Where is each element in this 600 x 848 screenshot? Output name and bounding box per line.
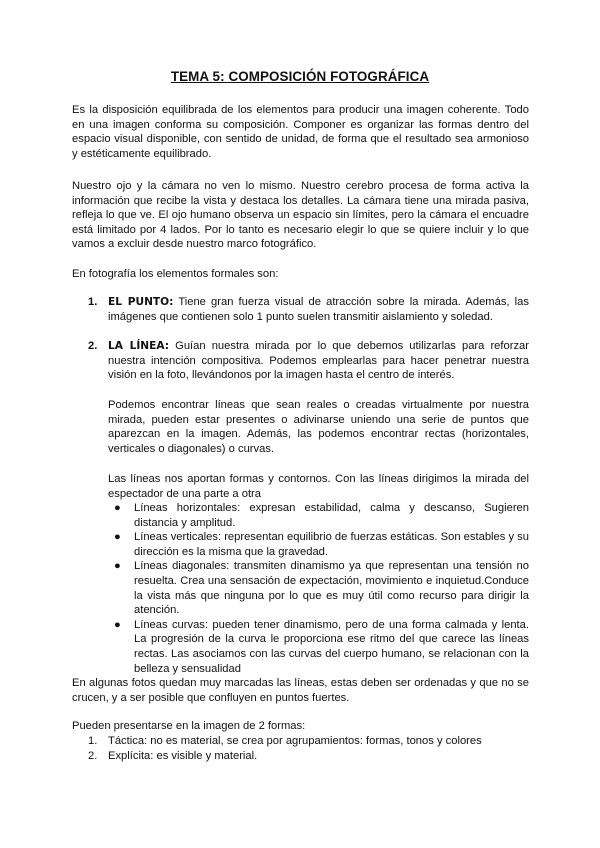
bullet-icon: ● — [114, 531, 121, 544]
list-item-punto — [88, 295, 529, 324]
list-item-text: Líneas horizontales: expresan estabilidad, calma y descanso, Sugieren distancia y amplitud. — [134, 502, 529, 529]
list-item-text — [108, 339, 529, 383]
list-item — [108, 559, 529, 617]
list-item-text: Táctica: no es material, se crea por agrupamientos: formas, tonos y colores — [108, 735, 482, 747]
list-number: 1. — [88, 735, 98, 747]
list-item — [88, 734, 529, 749]
term-description: Tiene gran fuerza visual de atracción sobre la mirada. Además, las imágenes que contienen solo 1 punto suelen transmitir aislamiento y soledad. — [108, 296, 529, 323]
list-item-text — [108, 295, 529, 324]
list-item-linea — [88, 339, 529, 383]
term-label: EL PUNTO: — [108, 296, 174, 308]
line-types-list — [108, 501, 529, 676]
list-item-text: Líneas diagonales: transmiten dinamismo ya que representan una tensión no resuelta. Crea una sensación de expectación, movimiento e inquietud.Conduce la vista más que ninguna por lo que es muy útil como recurso para dirigir la atención. — [134, 560, 529, 617]
linea-paragraph-1: Podemos encontrar líneas que sean reales o creadas virtualmente por nuestra mirada, pueden estar presentes o adivinarse uniendo una serie de puntos que aparezcan en la imagen. Además, las podemos encontrar rectas (horizontales, verticales o diagonales) o curvas. — [108, 399, 529, 455]
linea-paragraph-2: Las líneas nos aportan formas y contornos. Con las líneas dirigimos la mirada del espectador de una parte a otra — [108, 473, 529, 500]
term-label: LA LÍNEA: — [108, 340, 170, 352]
list-item — [108, 618, 529, 676]
forms-list — [88, 734, 529, 763]
list-item-text: Explícita: es visible y material. — [108, 749, 258, 762]
intro-paragraph-2: Nuestro ojo y la cámara no ven lo mismo. Nuestro cerebro procesa de forma activa la información que recibe la vista y destaca los detalles. La cámara tiene una mirada pasiva, refleja lo que ve. El ojo humano observa un espacio sin límites, pero la cámara el encuadre está limitado por 4 lados. Por lo tanto es necesario elegir lo que se quiere incluir y lo que vamos a excluir desde nuestro marco fotográfico. — [72, 180, 529, 251]
page-title: TEMA 5: COMPOSICIÓN FOTOGRÁFICA — [170, 69, 430, 84]
list-item-text: Líneas verticales: representan equilibrio de fuerzas estáticas. Son estables y su dirección es la misma que la gravedad. — [134, 531, 529, 558]
intro-paragraph-3: En fotografía los elementos formales son: — [72, 268, 279, 280]
outro-paragraph-2: Pueden presentarse en la imagen de 2 formas: — [72, 720, 306, 732]
list-number: 2. — [88, 340, 98, 352]
list-item — [88, 749, 529, 764]
list-item-text: Líneas curvas: pueden tener dinamismo, pero de una forma calmada y lenta. La progresión de la curva le proporciona ese ritmo del que carece las líneas rectas. Las asociamos con las curvas del cuerpo humano, se relacionan con la belleza y sensualidad — [134, 618, 529, 675]
list-number: 1. — [88, 296, 98, 308]
bullet-icon: ● — [114, 502, 121, 514]
list-item — [108, 530, 529, 559]
outro-paragraph-1: En algunas fotos quedan muy marcadas las líneas, estas deben ser ordenadas y que no se crucen, y a ser posible que confluyen en puntos fuertes. — [72, 677, 529, 704]
list-item — [108, 501, 529, 530]
list-number: 2. — [88, 749, 98, 762]
bullet-icon: ● — [114, 560, 121, 573]
intro-paragraph-1: Es la disposición equilibrada de los elementos para producir una imagen coherente. Todo en una imagen conforma su composición. Componer es organizar las formas dentro del espacio visual disponible, con sentido de unidad, de forma que el resultado sea armonioso y estéticamente equilibrado. — [72, 104, 529, 160]
term-description: Guían nuestra mirada por lo que debemos utilizarlas para reforzar nuestra intención compositiva. Podemos emplearlas para hacer penetrar nuestra visión en la foto, llevándonos por la imagen hasta el centro de interés. — [108, 340, 529, 382]
bullet-icon: ● — [114, 618, 121, 631]
